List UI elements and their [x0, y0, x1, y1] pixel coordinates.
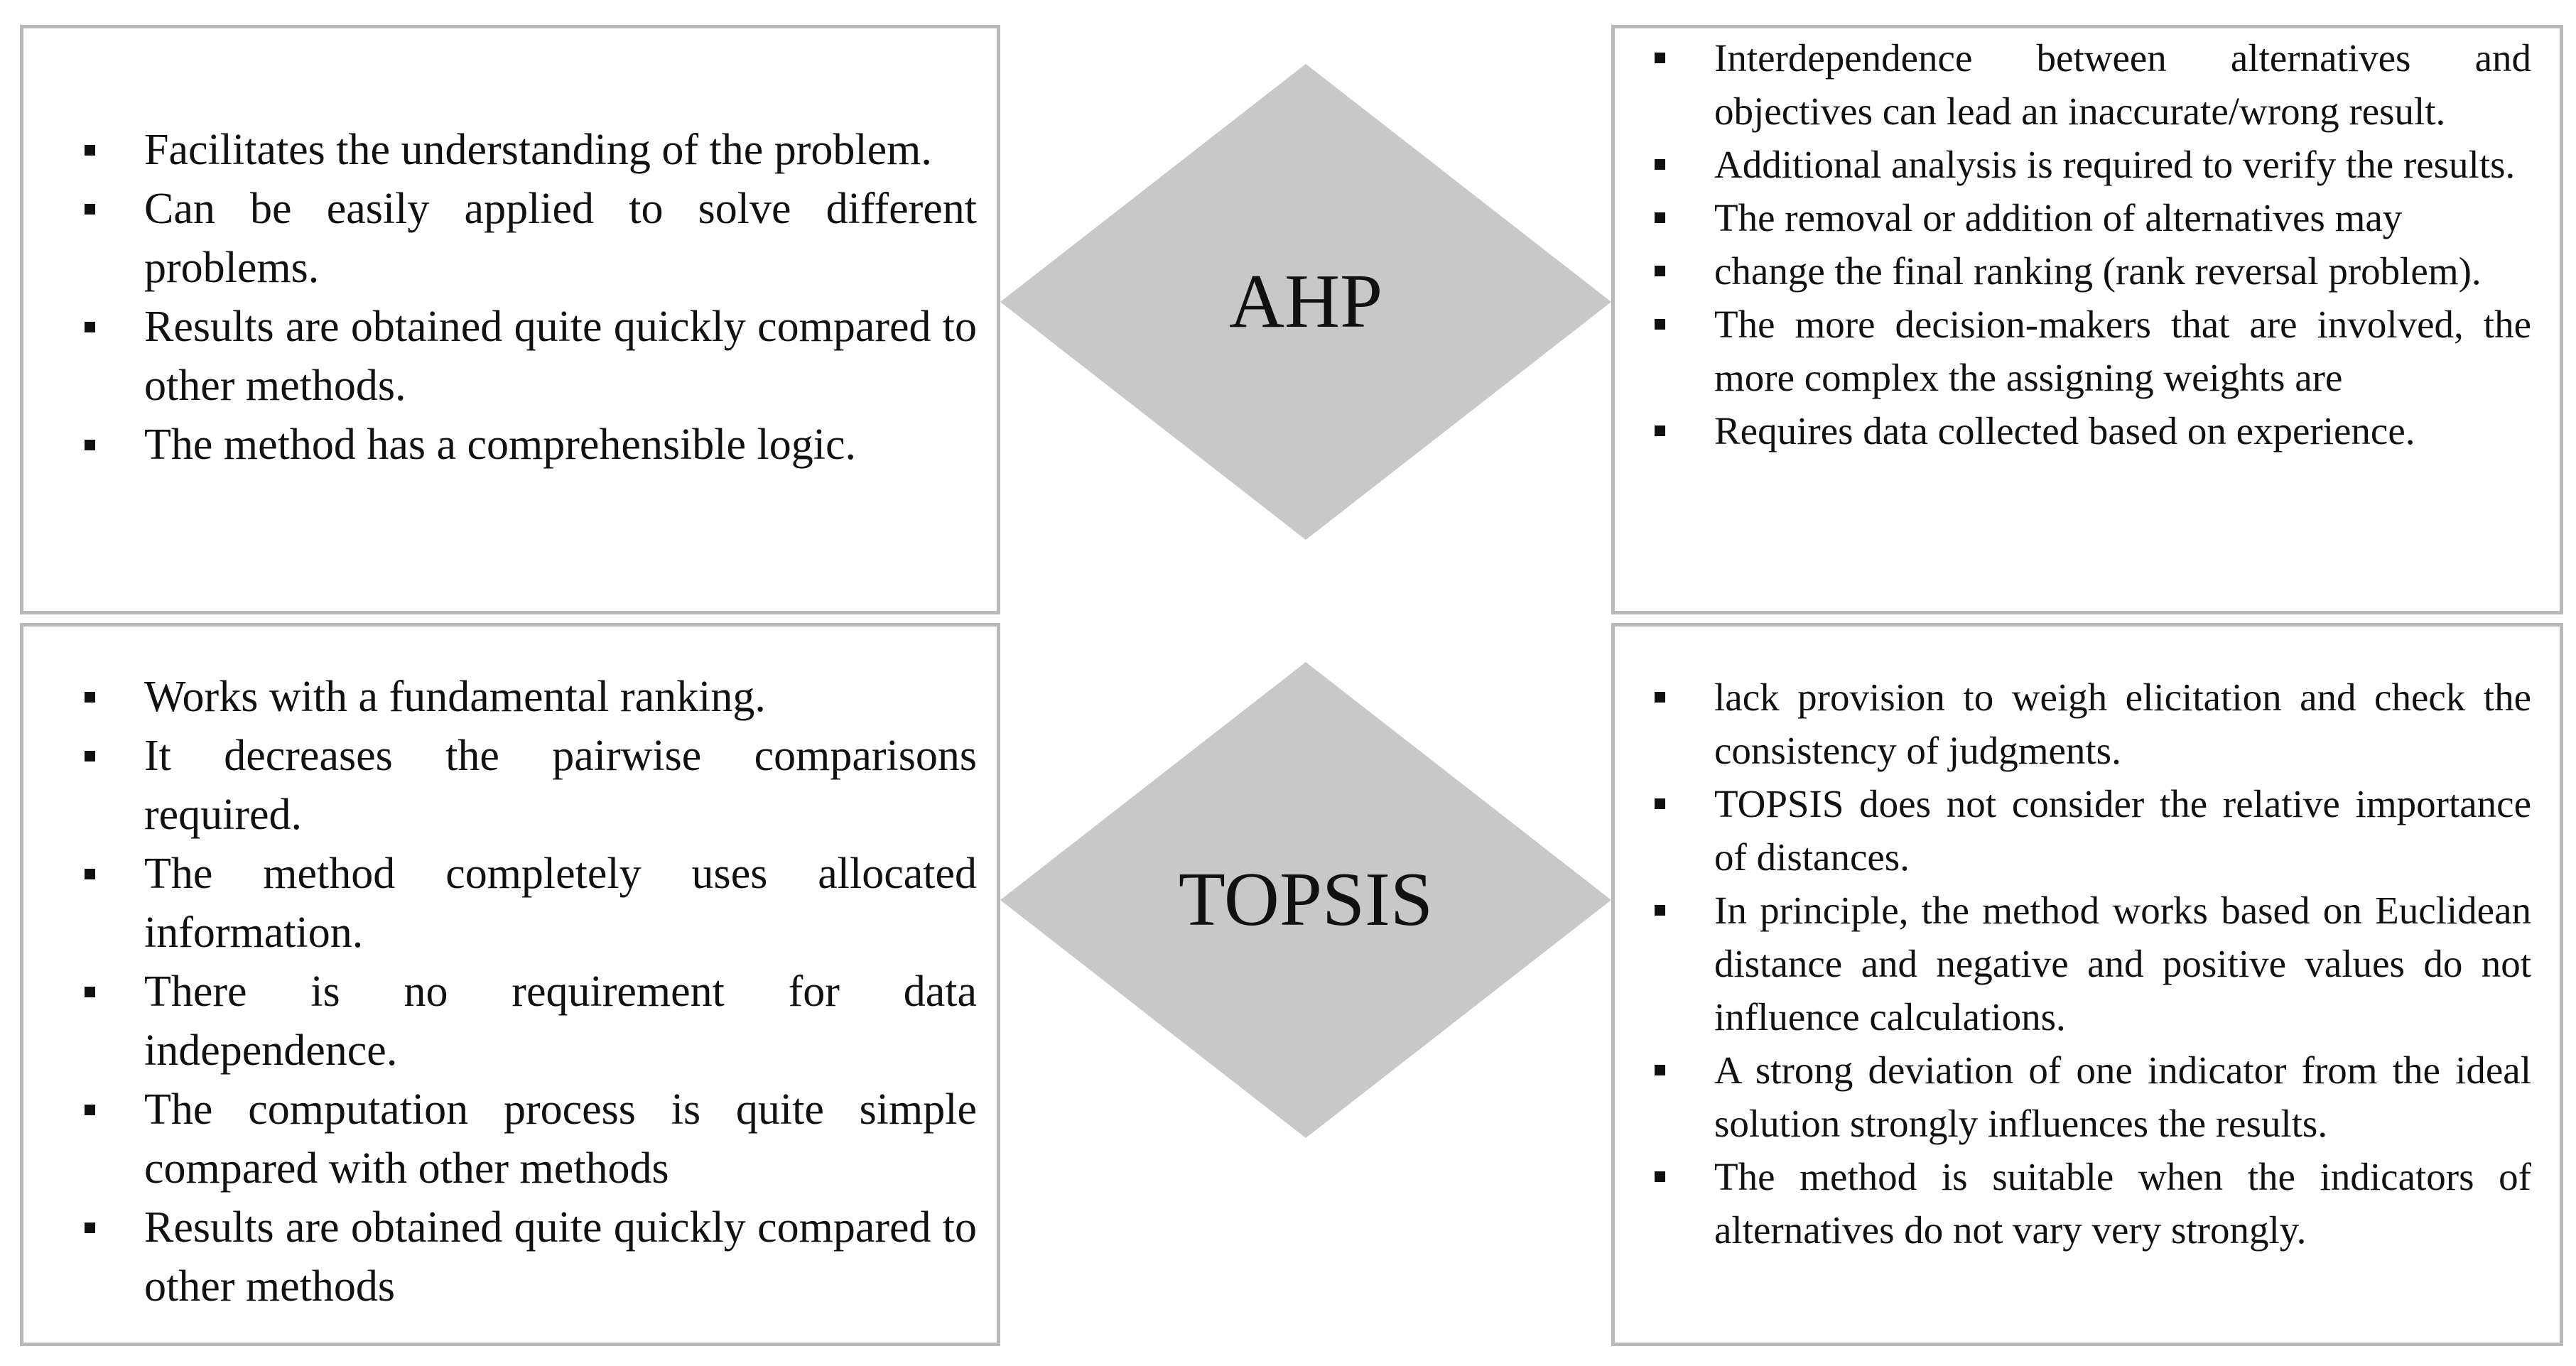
- topsis-diamond: [1000, 662, 1611, 1138]
- list-item: There is no requirement for data independence.: [45, 963, 977, 1080]
- list-item: TOPSIS does not consider the relative importance of distances.: [1615, 777, 2531, 884]
- topsis-title: TOPSIS: [1178, 857, 1434, 942]
- ahp-disadvantages-list: [1615, 31, 2531, 457]
- list-item: Interdependence between alternatives and objectives can lead an inaccurate/wrong result.: [1615, 31, 2531, 138]
- list-item: The more decision-makers that are involved, the more complex the assigning weights are: [1615, 298, 2531, 404]
- topsis-advantages-box: [20, 623, 1000, 1346]
- list-item: It decreases the pairwise comparisons required.: [45, 727, 977, 845]
- list-item: A strong deviation of one indicator from the ideal solution strongly influences the results.: [1615, 1044, 2531, 1150]
- topsis-disadvantages-list: [1615, 671, 2531, 1257]
- ahp-diamond: [1000, 64, 1611, 540]
- list-item: Can be easily applied to solve different problems.: [45, 180, 977, 298]
- list-item: Facilitates the understanding of the problem.: [45, 121, 977, 180]
- ahp-advantages-box: [20, 25, 1000, 614]
- list-item: The method completely uses allocated information.: [45, 845, 977, 963]
- list-item: The computation process is quite simple compared with other methods: [45, 1080, 977, 1198]
- topsis-disadvantages-box: [1611, 623, 2563, 1346]
- list-item: In principle, the method works based on Euclidean distance and negative and positive values do not influence calculations.: [1615, 884, 2531, 1044]
- ahp-advantages-list: [45, 121, 977, 475]
- list-item: Works with a fundamental ranking.: [45, 668, 977, 727]
- list-item: Requires data collected based on experience.: [1615, 404, 2531, 457]
- list-item: The method is suitable when the indicators of alternatives do not vary very strongly.: [1615, 1150, 2531, 1257]
- list-item: The method has a comprehensible logic.: [45, 416, 977, 475]
- list-item: change the final ranking (rank reversal problem).: [1615, 244, 2531, 298]
- ahp-title: AHP: [1228, 259, 1383, 344]
- list-item: Results are obtained quite quickly compared to other methods: [45, 1198, 977, 1316]
- list-item: The removal or addition of alternatives may: [1615, 191, 2531, 244]
- topsis-advantages-list: [45, 668, 977, 1316]
- list-item: Results are obtained quite quickly compared to other methods.: [45, 298, 977, 416]
- ahp-disadvantages-box: [1611, 25, 2563, 614]
- list-item: lack provision to weigh elicitation and check the consistency of judgments.: [1615, 671, 2531, 777]
- list-item: Additional analysis is required to verify the results.: [1615, 138, 2531, 191]
